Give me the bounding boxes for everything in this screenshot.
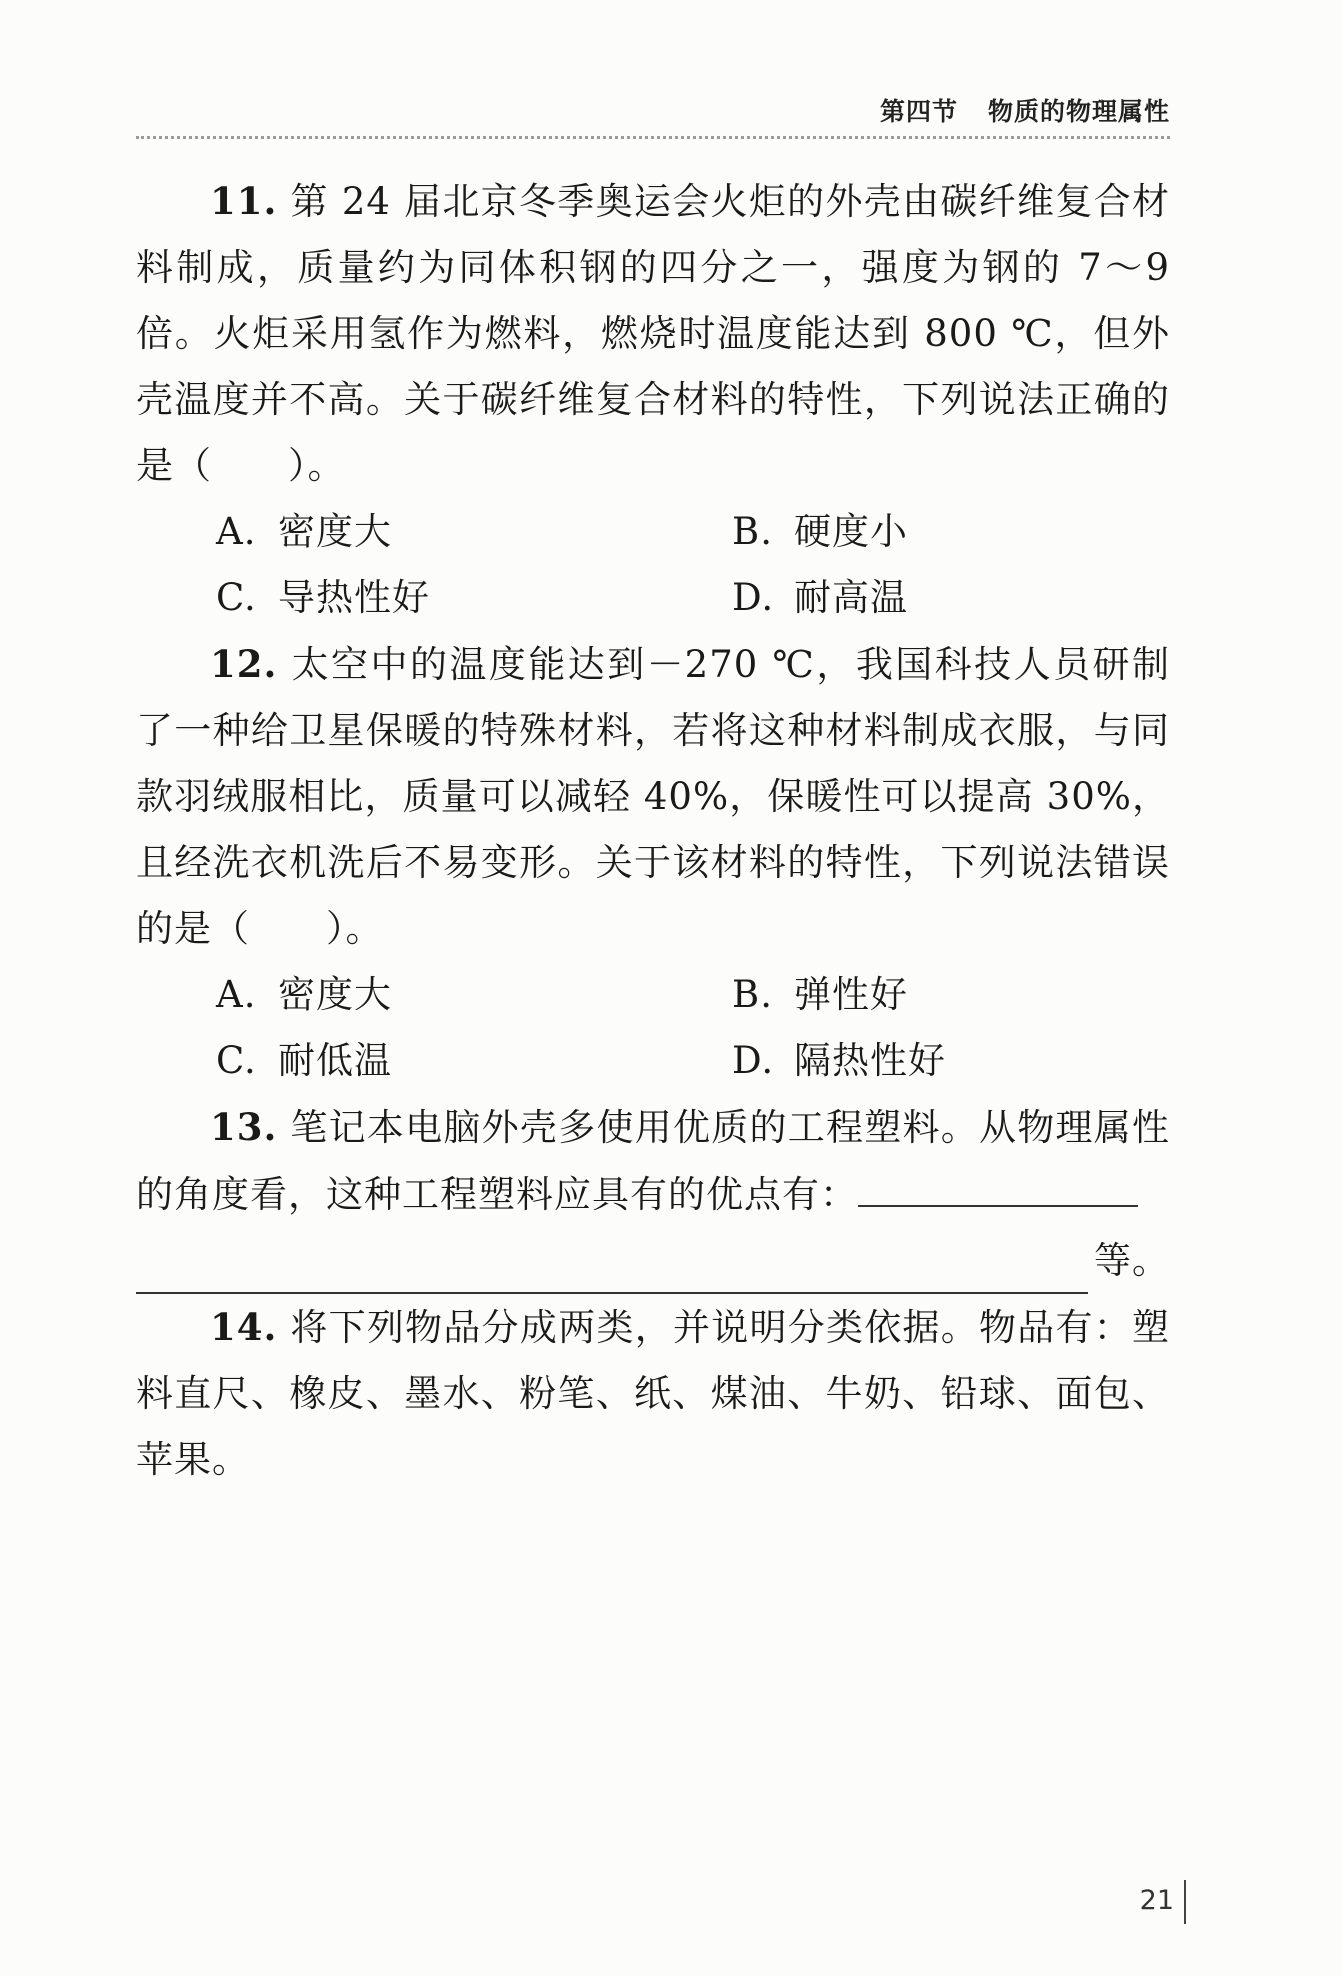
option-b: B. 硬度小 [732, 510, 908, 553]
option-d: D. 隔热性好 [732, 1039, 946, 1082]
answer-blank[interactable] [136, 1248, 1088, 1294]
page-header [136, 92, 1170, 139]
question-number: 12. [210, 642, 278, 686]
page-number-divider [1184, 1880, 1186, 1924]
option-c: C. 耐低温 [216, 1039, 392, 1082]
question-text: 太空中的温度能达到－270 ℃，我国科技人员研制了一种给卫星保暖的特殊材料，若将这种材料制成衣服，与同款羽绒服相比，质量可以减轻 40%，保暖性可以提高 30%，且经洗衣机洗后不易变形。关于该材料的特性，下列说法错误的是（ ）。 [136, 643, 1170, 950]
option-b: B. 弹性好 [732, 973, 908, 1016]
question-number: 11. [210, 179, 278, 223]
question-11 [136, 168, 1170, 499]
question-number: 13. [210, 1105, 278, 1149]
section-number: 第四节 [879, 97, 958, 126]
question-11-options [136, 499, 1170, 631]
question-12-options [136, 962, 1170, 1094]
question-12 [136, 631, 1170, 962]
question-tail: 等。 [1094, 1239, 1170, 1282]
option-a: A. 密度大 [216, 510, 392, 553]
question-text: 笔记本电脑外壳多使用优质的工程塑料。从物理属性的角度看，这种工程塑料应具有的优点有： [136, 1106, 1171, 1216]
option-d: D. 耐高温 [732, 576, 908, 619]
page-number: 21 [1139, 1885, 1174, 1916]
question-text: 第 24 届北京冬季奥运会火炬的外壳由碳纤维复合材料制成，质量约为同体积钢的四分之一，强度为钢的 7～9 倍。火炬采用氢作为燃料，燃烧时温度能达到 800 ℃，但外壳温度并不高。关于碳纤维复合材料的特性，下列说法正确的是（ ）。 [136, 180, 1170, 487]
section-heading [880, 92, 1170, 128]
question-14 [136, 1294, 1170, 1493]
option-c: C. 导热性好 [216, 576, 430, 619]
page-content [136, 168, 1170, 1493]
answer-line [136, 1228, 1170, 1294]
question-13 [136, 1094, 1170, 1228]
section-title: 物质的物理属性 [987, 97, 1170, 126]
question-text: 将下列物品分成两类，并说明分类依据。物品有：塑料直尺、橡皮、墨水、粉笔、纸、煤油、牛奶、铅球、面包、苹果。 [136, 1306, 1171, 1481]
option-a: A. 密度大 [216, 973, 392, 1016]
answer-blank[interactable] [858, 1161, 1138, 1207]
question-number: 14. [210, 1305, 278, 1349]
